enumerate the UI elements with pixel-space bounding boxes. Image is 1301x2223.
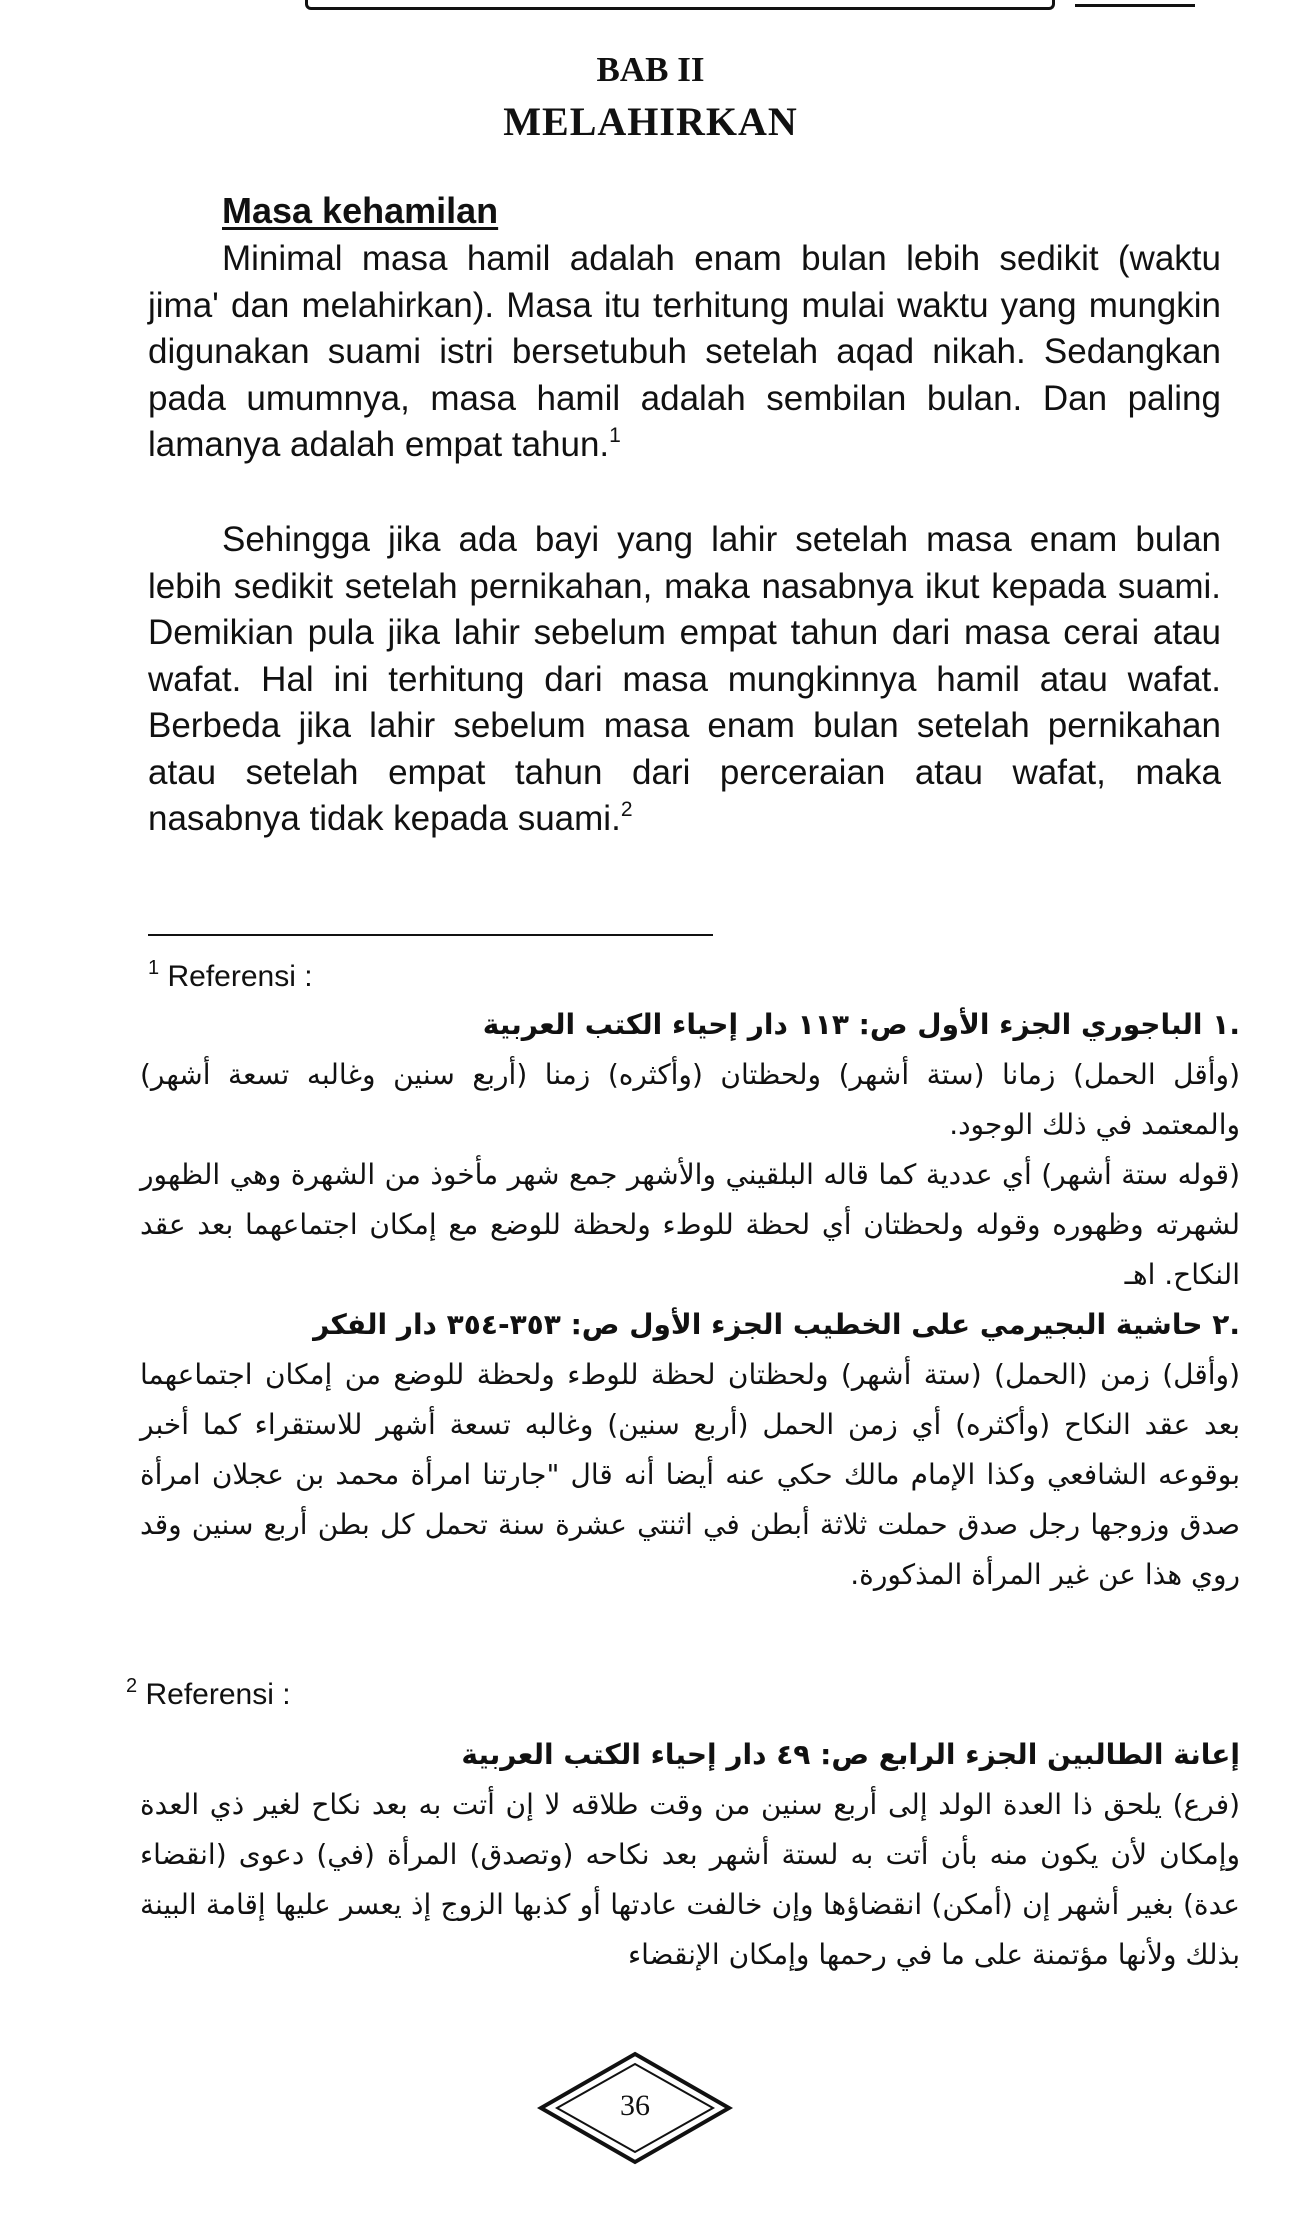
footnote-label: Referensi : — [167, 960, 313, 993]
footnote-label: Referensi : — [145, 1678, 291, 1711]
page-number: 36 — [620, 2089, 650, 2122]
reference-source: .٢ حاشية البجيرمي على الخطيب الجزء الأول ص: ٣٥٣-٣٥٤ دار الفكر — [313, 1308, 1240, 1341]
footnote-heading — [148, 957, 313, 994]
footnote-arabic-text — [140, 1730, 1240, 1980]
top-border-rule — [305, 0, 1055, 10]
footnote-number: 2 — [126, 1675, 138, 1697]
section-heading: Masa kehamilan — [222, 190, 499, 231]
footnote-heading — [126, 1675, 291, 1712]
paragraph-text: Sehingga jika ada bayi yang lahir setelah masa enam bulan lebih sedikit setelah pernikahan, maka nasabnya ikut kepada suami. Demikian pula jika lahir sebelum empat tahun dari masa cerai atau wafat. Hal ini terhitung dari masa mungkinnya hamil atau wafat. Berbeda jika lahir sebelum masa enam bulan setelah pernikahan atau setelah empat tahun dari perceraian atau wafat, maka nasabnya tidak kepada suami. — [148, 520, 1221, 838]
footnote-arabic-text — [140, 1000, 1240, 1600]
chapter-label: BAB II — [596, 50, 705, 89]
footnote-ref[interactable]: 1 — [609, 424, 621, 447]
chapter-title: MELAHIRKAN — [503, 99, 798, 144]
body-paragraph — [148, 517, 1221, 843]
reference-source: إعانة الطالبين الجزء الرابع ص: ٤٩ دار إحياء الكتب العربية — [461, 1738, 1240, 1771]
footnote-number: 1 — [148, 957, 160, 979]
paragraph-text: Minimal masa hamil adalah enam bulan lebih sedikit (waktu jima' dan melahirkan). Masa itu terhitung mulai waktu yang mungkin digunakan suami istri bersetubuh setelah aqad nikah. Sedangkan pada umumnya, masa hamil adalah sembilan bulan. Dan paling lamanya adalah empat tahun. — [148, 239, 1221, 464]
footnote-ref[interactable]: 2 — [620, 798, 633, 821]
reference-quote: (قوله ستة أشهر) أي عددية كما قاله البلقيني والأشهر جمع شهر مأخوذ من الشهرة وهي الظهور لشهرته وظهوره وقوله ولحظتان أي لحظة للوطء ولحظة للوضع مع إمكان اجتماعهما بعد عقد النكاح. اهـ — [140, 1158, 1240, 1291]
reference-source: .١ الباجوري الجزء الأول ص: ١١٣ دار إحياء الكتب العربية — [482, 1008, 1240, 1041]
reference-quote: (فرع) يلحق ذا العدة الولد إلى أربع سنين من وقت طلاقه لا إن أتت به بعد نكاح لغير ذي العدة وإمكان لأن يكون منه بأن أتت به لستة أشهر بعد نكاحه (وتصدق) المرأة (في) دعوى (انقضاء عدة) بغير أشهر إن (أمكن) انقضاؤها وإن خالفت عادتها أو كذبها الزوج إذ يعسر عليها إقامة البينة بذلك ولأنها مؤتمنة على ما في رحمها وإمكان الإنقضاء — [140, 1788, 1240, 1971]
top-border-rule-tail — [1075, 4, 1195, 7]
reference-quote: (وأقل) زمن (الحمل) (ستة أشهر) ولحظتان لحظة للوطء ولحظة للوضع من إمكان اجتماعهما بعد عقد النكاح (وأكثره) أي زمن الحمل (أربع سنين) وغالبه تسعة أشهر للاستقراء كما أخبر بوقوعه الشافعي وكذا الإمام مالك حكي عنه أيضا أنه قال "جارتنا امرأة محمد بن عجلان امرأة صدق وزوجها رجل صدق حملت ثلاثة أبطن في اثنتي عشرة سنة تحمل كل بطن أربع سنين وقد روي هذا عن غير المرأة المذكورة. — [140, 1358, 1240, 1591]
reference-quote: (وأقل الحمل) زمانا (ستة أشهر) ولحظتان (وأكثره) زمنا (أربع سنين وغالبه تسعة أشهر) والمعتمد في ذلك الوجود. — [140, 1058, 1240, 1141]
footnote-separator — [148, 934, 713, 936]
body-paragraph — [148, 236, 1221, 469]
